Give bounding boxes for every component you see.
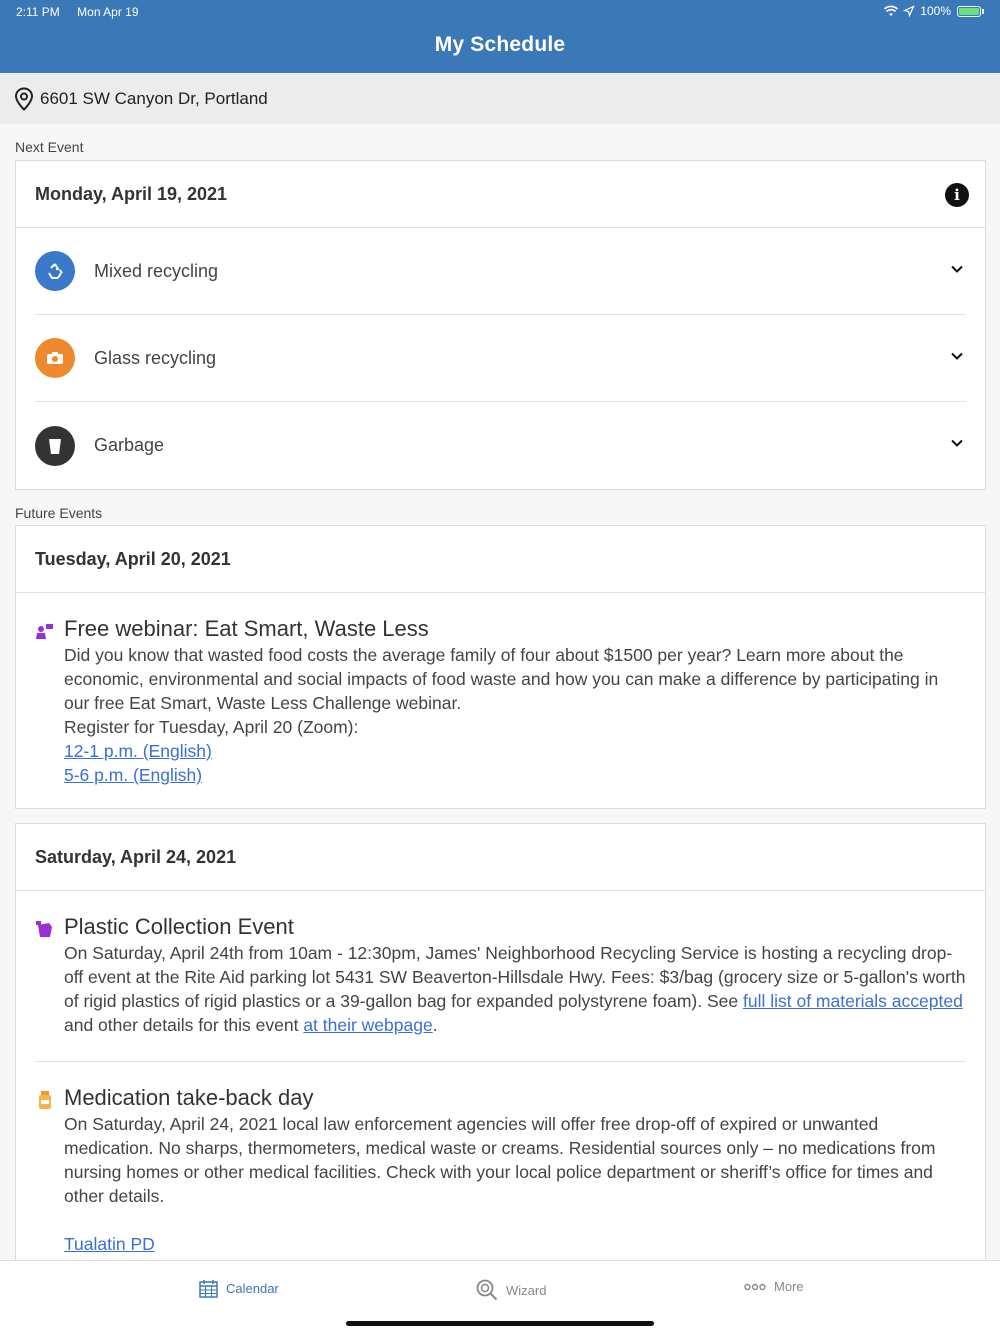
battery-percent: 100% [920,4,951,18]
register-link-5pm[interactable]: 5-6 p.m. (English) [64,765,203,785]
future-event-date-text: Saturday, April 24, 2021 [35,846,237,867]
tab-wizard-label: Wizard [506,1282,547,1298]
tualatin-pd-link[interactable]: Tualatin PD [64,1234,155,1254]
event-description [64,941,966,1037]
next-event-card [15,160,986,490]
event-text: . [432,1015,438,1035]
event-text: and other details for this event [64,1015,304,1035]
schedule-content[interactable] [0,124,1000,1260]
future-events-label: Future Events [15,505,103,521]
calendar-icon [199,1279,218,1298]
tab-calendar[interactable] [199,1279,279,1298]
event-title: Plastic Collection Event [64,914,294,939]
pickup-row-mixed-recycling[interactable] [35,228,966,315]
next-event-date [16,161,985,228]
location-pin-icon [14,87,34,111]
garbage-can-icon [35,426,75,466]
recycle-icon [35,251,75,291]
future-event-date [16,526,985,593]
status-time: 2:11 PM [16,5,60,19]
tab-more-label: More [774,1279,804,1294]
next-event-label: Next Event [15,139,84,155]
tab-calendar-label: Calendar [226,1281,279,1296]
future-event-card-saturday [15,823,986,1283]
event-text: On Saturday, April 24th from 10am - 12:30pm, James' Neighborhood Recycling Service is hosting a recycling drop-off event at the Rite Aid parking lot 5431 SW Beaverton-Hillsdale Hwy. Fees: $3/bag (grocery size or 5-gallon's worth of rigid plastics of rigid plastics or a 39-gallon bag for expanded polystyrene foam). See [64,943,966,1011]
battery-nub [982,9,984,14]
pickup-label: Mixed recycling [94,260,219,281]
location-arrow-icon [904,6,914,16]
top-navigation-bar [0,0,1000,73]
chevron-down-icon[interactable] [950,349,964,363]
pickup-label: Glass recycling [94,347,217,368]
recycle-bag-icon [35,919,55,939]
medicine-bottle-icon [35,1090,55,1110]
event-description: Did you know that wasted food costs the average family of four about $1500 per year? Learn more about the economic, environmental and social impacts of food waste and how you can make a difference by participating in our free Eat Smart, Waste Less Challenge webinar. [64,645,939,713]
tab-wizard[interactable] [476,1279,546,1301]
event-title: Medication take-back day [64,1085,314,1110]
next-event-date-text: Monday, April 19, 2021 [35,183,228,204]
home-indicator [346,1321,654,1326]
webpage-link[interactable]: at their webpage [303,1015,433,1035]
wizard-search-icon [476,1279,498,1301]
more-dots-icon [744,1283,766,1291]
future-event-date [16,824,985,891]
status-bar-right [884,4,984,18]
event-description: On Saturday, April 24, 2021 local law enforcement agencies will offer free drop-off of expired or unwanted medication. No sharps, thermometers, medical waste or creams. Residential sources only – no medications from nursing homes or other medical facilities. Check with your local police department or sheriff’s office for times and other details. [64,1114,936,1206]
materials-list-link[interactable]: full list of materials accepted [742,991,963,1011]
event-webinar [35,593,966,809]
register-link-12pm[interactable]: 12-1 p.m. (English) [64,741,212,761]
glass-icon [35,338,75,378]
status-bar-left [16,5,153,19]
pickup-label: Garbage [94,435,165,455]
speaker-presentation-icon [35,621,55,641]
wifi-icon [884,6,898,17]
info-icon[interactable]: i [945,183,969,207]
future-event-card-tuesday [15,525,986,809]
pickup-row-garbage[interactable] [35,402,966,489]
status-date: Mon Apr 19 [77,5,139,19]
battery-icon [957,6,981,17]
address-text: 6601 SW Canyon Dr, Portland [40,88,268,108]
event-register-text: Register for Tuesday, April 20 (Zoom): [64,717,359,737]
pickup-row-glass-recycling[interactable] [35,315,966,402]
future-event-date-text: Tuesday, April 20, 2021 [35,548,231,569]
page-title: My Schedule [434,33,566,56]
tab-more[interactable] [744,1279,804,1294]
event-title: Free webinar: Eat Smart, Waste Less [64,616,429,641]
event-plastic-collection [35,891,966,1062]
address-bar[interactable] [0,73,1000,124]
chevron-down-icon[interactable] [950,262,964,276]
chevron-down-icon[interactable] [950,436,964,450]
